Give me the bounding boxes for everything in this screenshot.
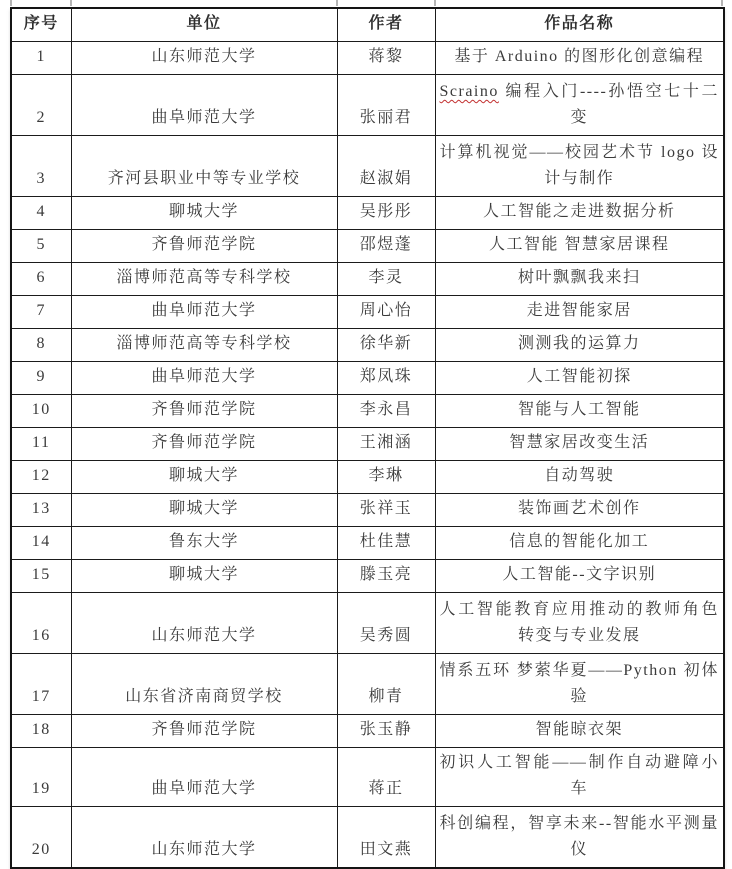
author-cell: 周心怡 — [337, 296, 435, 329]
serial-cell: 5 — [11, 230, 71, 263]
serial-cell: 10 — [11, 395, 71, 428]
serial-cell: 16 — [11, 593, 71, 654]
table-header-row — [11, 8, 724, 42]
title-cell: 人工智能--文字识别 — [435, 560, 724, 593]
author-cell: 邵煜蓬 — [337, 230, 435, 263]
title-cell: 智能与人工智能 — [435, 395, 724, 428]
author-cell: 柳青 — [337, 654, 435, 715]
unit-cell: 齐河县职业中等专业学校 — [71, 136, 337, 197]
unit-cell: 山东师范大学 — [71, 807, 337, 869]
author-cell: 李永昌 — [337, 395, 435, 428]
unit-cell: 聊城大学 — [71, 494, 337, 527]
unit-cell: 齐鲁师范学院 — [71, 715, 337, 748]
table-row — [11, 560, 724, 593]
title-cell: 测测我的运算力 — [435, 329, 724, 362]
author-cell: 吴秀圆 — [337, 593, 435, 654]
unit-cell: 聊城大学 — [71, 560, 337, 593]
serial-cell: 15 — [11, 560, 71, 593]
unit-cell: 山东师范大学 — [71, 42, 337, 75]
cropped-border-stub — [336, 0, 338, 6]
cropped-border-stub — [721, 0, 723, 6]
table-body — [11, 42, 724, 869]
table-row — [11, 329, 724, 362]
title-cell: 人工智能 智慧家居课程 — [435, 230, 724, 263]
cropped-border-stub — [434, 0, 436, 6]
column-header-author: 作者 — [337, 8, 435, 42]
title-cell: 人工智能初探 — [435, 362, 724, 395]
unit-cell: 曲阜师范大学 — [71, 362, 337, 395]
author-cell: 王湘涵 — [337, 428, 435, 461]
unit-cell: 曲阜师范大学 — [71, 748, 337, 807]
table-row — [11, 494, 724, 527]
table-row — [11, 362, 724, 395]
unit-cell: 淄博师范高等专科学校 — [71, 329, 337, 362]
serial-cell: 4 — [11, 197, 71, 230]
table-row — [11, 807, 724, 869]
cropped-border-stub — [10, 0, 12, 6]
serial-cell: 17 — [11, 654, 71, 715]
unit-cell: 淄博师范高等专科学校 — [71, 263, 337, 296]
serial-cell: 8 — [11, 329, 71, 362]
table-row — [11, 75, 724, 136]
table-row — [11, 654, 724, 715]
author-cell: 徐华新 — [337, 329, 435, 362]
title-cell: 自动驾驶 — [435, 461, 724, 494]
title-cell: 智慧家居改变生活 — [435, 428, 724, 461]
unit-cell: 齐鲁师范学院 — [71, 395, 337, 428]
unit-cell: 曲阜师范大学 — [71, 75, 337, 136]
table-row — [11, 296, 724, 329]
serial-cell: 11 — [11, 428, 71, 461]
serial-cell: 9 — [11, 362, 71, 395]
serial-cell: 3 — [11, 136, 71, 197]
serial-cell: 12 — [11, 461, 71, 494]
table-row — [11, 230, 724, 263]
author-cell: 杜佳慧 — [337, 527, 435, 560]
unit-cell: 鲁东大学 — [71, 527, 337, 560]
title-cell: 情系五环 梦萦华夏——Python 初体验 — [435, 654, 724, 715]
column-header-title: 作品名称 — [435, 8, 724, 42]
serial-cell: 2 — [11, 75, 71, 136]
serial-cell: 20 — [11, 807, 71, 869]
author-cell: 张玉静 — [337, 715, 435, 748]
author-cell: 张祥玉 — [337, 494, 435, 527]
table-row — [11, 748, 724, 807]
serial-cell: 13 — [11, 494, 71, 527]
serial-cell: 14 — [11, 527, 71, 560]
title-cell: 装饰画艺术创作 — [435, 494, 724, 527]
table-row — [11, 593, 724, 654]
author-cell: 李琳 — [337, 461, 435, 494]
table-row — [11, 136, 724, 197]
cropped-border-stub — [70, 0, 72, 6]
table-row — [11, 527, 724, 560]
unit-cell: 聊城大学 — [71, 461, 337, 494]
title-cell: 人工智能之走进数据分析 — [435, 197, 724, 230]
title-cell: 人工智能教育应用推动的教师角色转变与专业发展 — [435, 593, 724, 654]
unit-cell: 齐鲁师范学院 — [71, 428, 337, 461]
serial-cell: 1 — [11, 42, 71, 75]
serial-cell: 19 — [11, 748, 71, 807]
column-header-serial: 序号 — [11, 8, 71, 42]
title-cell: 智能晾衣架 — [435, 715, 724, 748]
author-cell: 赵淑娟 — [337, 136, 435, 197]
serial-cell: 18 — [11, 715, 71, 748]
unit-cell: 齐鲁师范学院 — [71, 230, 337, 263]
unit-cell: 聊城大学 — [71, 197, 337, 230]
column-header-unit: 单位 — [71, 8, 337, 42]
table-row — [11, 461, 724, 494]
title-cell: 基于 Arduino 的图形化创意编程 — [435, 42, 724, 75]
table-row — [11, 715, 724, 748]
author-cell: 蒋黎 — [337, 42, 435, 75]
title-cell: 信息的智能化加工 — [435, 527, 724, 560]
title-cell: Scraino 编程入门----孙悟空七十二变 — [435, 75, 724, 136]
serial-cell: 7 — [11, 296, 71, 329]
table-row — [11, 263, 724, 296]
title-cell: 走进智能家居 — [435, 296, 724, 329]
title-cell: 科创编程，智享未来--智能水平测量仪 — [435, 807, 724, 869]
unit-cell: 山东师范大学 — [71, 593, 337, 654]
spellcheck-underline: Scraino — [439, 83, 499, 100]
table-row — [11, 395, 724, 428]
serial-cell: 6 — [11, 263, 71, 296]
table-row — [11, 428, 724, 461]
author-cell: 田文燕 — [337, 807, 435, 869]
title-cell: 计算机视觉——校园艺术节 logo 设计与制作 — [435, 136, 724, 197]
unit-cell: 曲阜师范大学 — [71, 296, 337, 329]
author-cell: 李灵 — [337, 263, 435, 296]
unit-cell: 山东省济南商贸学校 — [71, 654, 337, 715]
author-cell: 张丽君 — [337, 75, 435, 136]
author-cell: 滕玉亮 — [337, 560, 435, 593]
title-cell: 初识人工智能——制作自动避障小车 — [435, 748, 724, 807]
table-row — [11, 42, 724, 75]
author-cell: 蒋正 — [337, 748, 435, 807]
author-cell: 郑凤珠 — [337, 362, 435, 395]
author-cell: 吴彤彤 — [337, 197, 435, 230]
title-cell: 树叶飘飘我来扫 — [435, 263, 724, 296]
works-table — [10, 7, 725, 869]
table-row — [11, 197, 724, 230]
